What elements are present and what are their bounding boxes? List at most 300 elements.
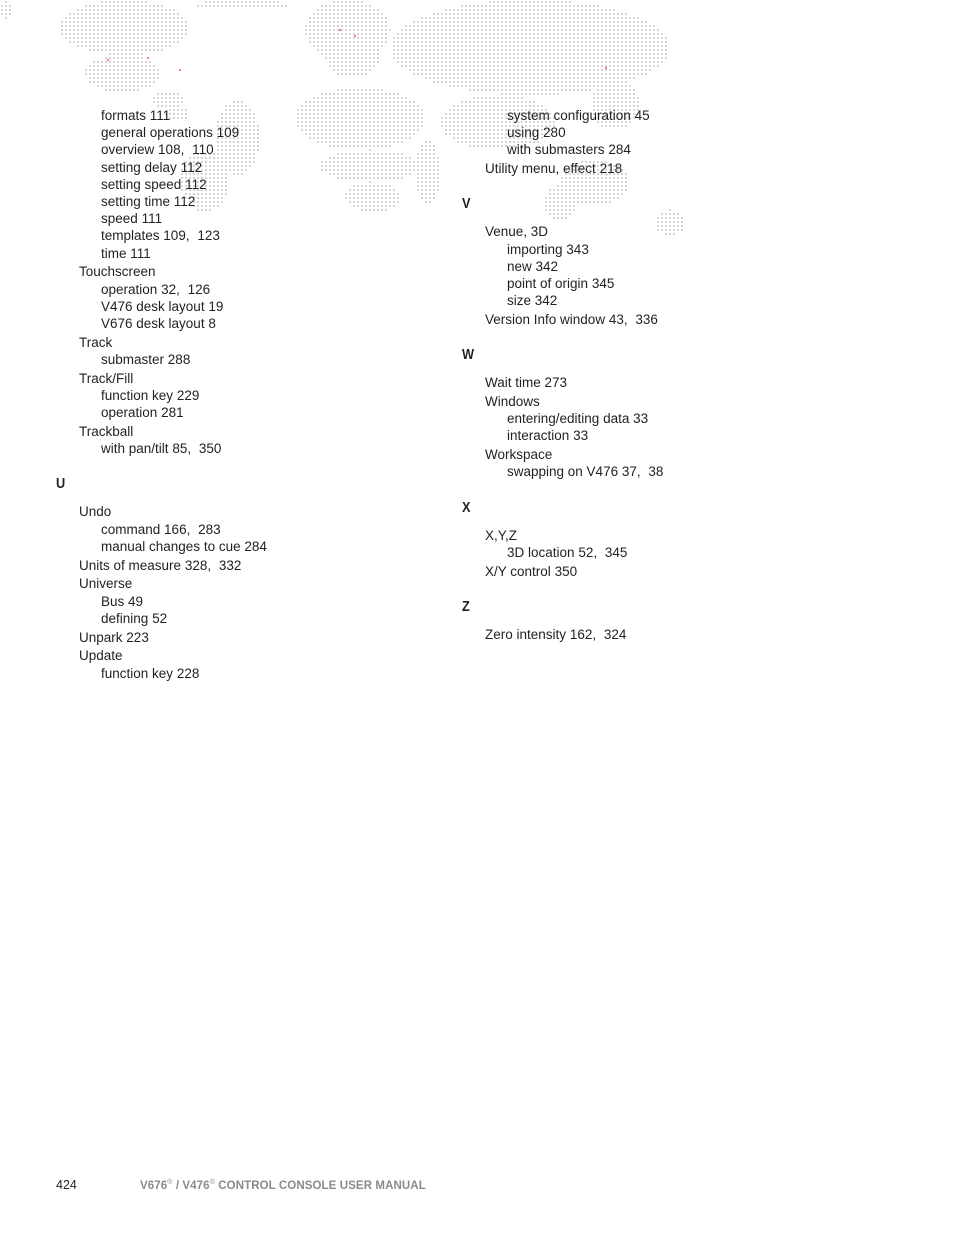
map-dot: [129, 81, 131, 83]
map-dot: [541, 9, 543, 11]
map-dot: [589, 29, 591, 31]
map-dot: [409, 69, 411, 71]
map-dot: [561, 13, 563, 15]
map-dot: [93, 65, 95, 67]
map-dot: [513, 57, 515, 59]
index-subentry: [79, 210, 479, 227]
map-dot: [373, 89, 375, 91]
map-dot: [397, 101, 399, 103]
map-dot: [237, 5, 239, 7]
index-term: submaster: [101, 352, 165, 368]
map-dot: [585, 25, 587, 27]
map-dot: [401, 101, 403, 103]
map-dot: [425, 57, 427, 59]
map-dot: [149, 69, 151, 71]
map-dot: [353, 41, 355, 43]
map-dot: [509, 21, 511, 23]
map-dot: [473, 57, 475, 59]
map-dot: [577, 89, 579, 91]
map-dot: [453, 53, 455, 55]
map-dot: [557, 37, 559, 39]
map-dot: [69, 41, 71, 43]
map-dot: [77, 33, 79, 35]
map-dot: [565, 25, 567, 27]
map-dot: [89, 49, 91, 51]
map-dot: [385, 33, 387, 35]
map-dot: [137, 33, 139, 35]
map-dot: [121, 85, 123, 87]
map-dot: [429, 57, 431, 59]
map-dot: [557, 17, 559, 19]
map-dot: [117, 73, 119, 75]
map-dot: [573, 5, 575, 7]
index-term: defining: [101, 610, 149, 626]
map-dot: [341, 9, 343, 11]
map-dot: [609, 73, 611, 75]
index-page-refs: 111: [149, 108, 171, 123]
map-dot: [617, 65, 619, 67]
map-dot: [133, 73, 135, 75]
map-dot: [377, 101, 379, 103]
map-dot: [317, 9, 319, 11]
map-dot: [129, 1, 131, 3]
map-dot: [457, 57, 459, 59]
map-dot: [621, 93, 623, 95]
map-dot: [525, 89, 527, 91]
map-dot: [505, 13, 507, 15]
map-dot: [505, 85, 507, 87]
map-dot: [369, 97, 371, 99]
map-dot: [629, 37, 631, 39]
map-dot: [381, 97, 383, 99]
map-dot: [329, 41, 331, 43]
map-dot: [485, 45, 487, 47]
map-dot: [509, 89, 511, 91]
map-dot: [433, 61, 435, 63]
map-dot: [133, 57, 135, 59]
map-dot: [457, 21, 459, 23]
map-dot: [573, 89, 575, 91]
map-dot: [129, 85, 131, 87]
map-dot: [461, 17, 463, 19]
map-dot: [545, 73, 547, 75]
map-dot: [537, 81, 539, 83]
map-dot: [477, 21, 479, 23]
map-dot: [321, 97, 323, 99]
map-dot: [481, 53, 483, 55]
map-dot: [609, 37, 611, 39]
map-dot: [157, 45, 159, 47]
map-dot: [377, 61, 379, 63]
map-dot: [525, 61, 527, 63]
map-dot: [633, 77, 635, 79]
map-dot: [469, 9, 471, 11]
map-dot: [489, 29, 491, 31]
map-dot: [365, 29, 367, 31]
map-dot: [97, 81, 99, 83]
map-dot: [97, 45, 99, 47]
map-dot: [561, 21, 563, 23]
map-dot: [461, 5, 463, 7]
map-dot: [549, 85, 551, 87]
map-dot: [349, 17, 351, 19]
map-dot: [361, 17, 363, 19]
map-dot: [557, 13, 559, 15]
map-dot: [473, 45, 475, 47]
map-dot: [501, 33, 503, 35]
map-dot: [585, 21, 587, 23]
map-dot: [417, 61, 419, 63]
map-dot: [345, 57, 347, 59]
map-dot: [481, 113, 483, 115]
map-dot: [497, 41, 499, 43]
map-dot: [649, 69, 651, 71]
map-dot: [505, 1, 507, 3]
map-dot: [417, 45, 419, 47]
map-dot: [497, 5, 499, 7]
map-dot: [397, 45, 399, 47]
map-dot: [85, 69, 87, 71]
map-dot: [349, 65, 351, 67]
map-dot: [449, 41, 451, 43]
map-dot: [321, 25, 323, 27]
map-dot: [541, 37, 543, 39]
map-dot: [533, 13, 535, 15]
map-dot: [93, 81, 95, 83]
map-dot: [613, 101, 615, 103]
map-dot: [377, 89, 379, 91]
map-dot: [593, 81, 595, 83]
map-dot: [481, 9, 483, 11]
map-accent-dot: [354, 35, 356, 37]
map-dot: [501, 53, 503, 55]
map-dot: [437, 81, 439, 83]
map-dot: [493, 9, 495, 11]
index-entry: [485, 160, 885, 177]
map-dot: [133, 49, 135, 51]
map-dot: [125, 25, 127, 27]
index-entry: [79, 647, 479, 664]
map-dot: [545, 21, 547, 23]
index-page-refs: 109, 123: [163, 228, 220, 244]
map-dot: [161, 93, 163, 95]
map-dot: [113, 5, 115, 7]
map-dot: [401, 49, 403, 51]
map-dot: [181, 97, 183, 99]
map-dot: [509, 1, 511, 3]
map-dot: [357, 45, 359, 47]
map-dot: [309, 41, 311, 43]
map-dot: [153, 17, 155, 19]
map-dot: [361, 61, 363, 63]
map-dot: [585, 49, 587, 51]
map-dot: [177, 97, 179, 99]
map-dot: [85, 29, 87, 31]
map-dot: [561, 49, 563, 51]
map-dot: [597, 93, 599, 95]
map-dot: [553, 77, 555, 79]
map-dot: [357, 9, 359, 11]
map-dot: [509, 37, 511, 39]
map-dot: [149, 81, 151, 83]
map-dot: [489, 57, 491, 59]
map-dot: [585, 65, 587, 67]
map-dot: [445, 37, 447, 39]
map-dot: [341, 61, 343, 63]
map-dot: [89, 77, 91, 79]
map-dot: [437, 21, 439, 23]
map-dot: [85, 25, 87, 27]
map-dot: [525, 85, 527, 87]
manual-title: [140, 1180, 426, 1192]
map-dot: [497, 33, 499, 35]
map-dot: [93, 77, 95, 79]
map-dot: [529, 53, 531, 55]
map-dot: [489, 1, 491, 3]
map-dot: [397, 49, 399, 51]
map-dot: [77, 9, 79, 11]
map-dot: [589, 9, 591, 11]
map-dot: [549, 49, 551, 51]
map-dot: [661, 49, 663, 51]
map-dot: [333, 41, 335, 43]
map-dot: [521, 5, 523, 7]
map-dot: [353, 49, 355, 51]
map-dot: [405, 49, 407, 51]
map-dot: [117, 13, 119, 15]
map-dot: [525, 33, 527, 35]
map-dot: [489, 69, 491, 71]
map-dot: [121, 45, 123, 47]
map-dot: [157, 101, 159, 103]
map-dot: [493, 85, 495, 87]
map-dot: [133, 21, 135, 23]
map-dot: [445, 9, 447, 11]
map-dot: [621, 17, 623, 19]
map-dot: [81, 37, 83, 39]
map-dot: [69, 21, 71, 23]
map-dot: [133, 53, 135, 55]
manual-title-part: V676: [140, 1180, 168, 1192]
map-dot: [109, 17, 111, 19]
map-dot: [101, 41, 103, 43]
map-dot: [129, 77, 131, 79]
map-dot: [605, 21, 607, 23]
map-dot: [185, 25, 187, 27]
map-dot: [621, 101, 623, 103]
map-dot: [529, 73, 531, 75]
map-dot: [553, 25, 555, 27]
map-dot: [601, 53, 603, 55]
map-dot: [349, 53, 351, 55]
map-dot: [573, 73, 575, 75]
map-dot: [377, 53, 379, 55]
map-dot: [581, 5, 583, 7]
map-dot: [9, 9, 11, 11]
map-dot: [105, 61, 107, 63]
map-dot: [625, 101, 627, 103]
map-dot: [641, 41, 643, 43]
map-dot: [577, 9, 579, 11]
map-dot: [125, 53, 127, 55]
map-dot: [601, 89, 603, 91]
map-dot: [353, 37, 355, 39]
map-dot: [109, 73, 111, 75]
map-dot: [485, 37, 487, 39]
map-accent-dot: [605, 67, 607, 69]
map-dot: [137, 69, 139, 71]
map-dot: [573, 45, 575, 47]
index-page-refs: 229: [176, 388, 200, 404]
index-term: templates: [101, 228, 160, 244]
map-dot: [605, 37, 607, 39]
map-dot: [145, 37, 147, 39]
map-dot: [357, 69, 359, 71]
map-dot: [65, 37, 67, 39]
map-dot: [493, 29, 495, 31]
map-dot: [537, 49, 539, 51]
map-dot: [629, 93, 631, 95]
map-dot: [133, 69, 135, 71]
map-dot: [489, 21, 491, 23]
map-dot: [109, 5, 111, 7]
index-subentry: [79, 124, 479, 141]
map-dot: [105, 45, 107, 47]
map-dot: [505, 53, 507, 55]
map-dot: [505, 93, 507, 95]
map-dot: [109, 25, 111, 27]
map-dot: [369, 65, 371, 67]
map-dot: [441, 37, 443, 39]
index-term: Venue, 3D: [485, 224, 549, 240]
map-dot: [553, 41, 555, 43]
map-dot: [445, 41, 447, 43]
map-dot: [497, 45, 499, 47]
map-dot: [345, 5, 347, 7]
map-dot: [633, 73, 635, 75]
map-dot: [417, 53, 419, 55]
index-subentry: [79, 387, 479, 404]
map-dot: [489, 49, 491, 51]
map-dot: [321, 29, 323, 31]
map-dot: [113, 81, 115, 83]
map-dot: [245, 1, 247, 3]
map-dot: [477, 37, 479, 39]
map-dot: [625, 17, 627, 19]
map-dot: [341, 33, 343, 35]
map-dot: [357, 5, 359, 7]
map-dot: [517, 1, 519, 3]
map-dot: [313, 37, 315, 39]
map-dot: [645, 69, 647, 71]
map-dot: [357, 41, 359, 43]
map-dot: [81, 45, 83, 47]
map-dot: [445, 53, 447, 55]
map-dot: [165, 9, 167, 11]
map-dot: [101, 61, 103, 63]
map-dot: [641, 49, 643, 51]
map-dot: [437, 61, 439, 63]
map-dot: [425, 77, 427, 79]
map-dot: [605, 41, 607, 43]
map-dot: [133, 25, 135, 27]
map-dot: [573, 81, 575, 83]
map-dot: [501, 41, 503, 43]
map-dot: [381, 21, 383, 23]
map-dot: [621, 37, 623, 39]
map-dot: [145, 41, 147, 43]
map-dot: [145, 61, 147, 63]
map-dot: [549, 17, 551, 19]
map-dot: [105, 5, 107, 7]
map-dot: [465, 73, 467, 75]
index-subentry: [79, 593, 479, 610]
map-dot: [497, 61, 499, 63]
map-dot: [593, 41, 595, 43]
map-dot: [557, 53, 559, 55]
map-dot: [497, 13, 499, 15]
map-dot: [129, 13, 131, 15]
map-dot: [569, 17, 571, 19]
map-dot: [617, 37, 619, 39]
map-dot: [605, 29, 607, 31]
map-dot: [69, 13, 71, 15]
index-term: Workspace: [485, 447, 553, 463]
map-dot: [529, 37, 531, 39]
map-dot: [433, 81, 435, 83]
map-dot: [173, 21, 175, 23]
map-dot: [397, 97, 399, 99]
map-dot: [517, 9, 519, 11]
map-dot: [369, 21, 371, 23]
map-dot: [361, 33, 363, 35]
map-dot: [629, 77, 631, 79]
map-dot: [589, 17, 591, 19]
map-dot: [481, 137, 483, 139]
map-dot: [457, 65, 459, 67]
map-dot: [125, 61, 127, 63]
map-dot: [461, 65, 463, 67]
map-dot: [565, 45, 567, 47]
map-dot: [485, 97, 487, 99]
map-dot: [533, 41, 535, 43]
map-dot: [405, 101, 407, 103]
map-dot: [453, 65, 455, 67]
map-dot: [117, 41, 119, 43]
map-dot: [413, 61, 415, 63]
map-dot: [509, 17, 511, 19]
map-dot: [545, 5, 547, 7]
map-dot: [405, 65, 407, 67]
map-dot: [417, 33, 419, 35]
map-dot: [305, 25, 307, 27]
map-dot: [129, 37, 131, 39]
index-subentry: [79, 193, 479, 210]
map-dot: [665, 53, 667, 55]
map-dot: [373, 97, 375, 99]
map-dot: [509, 77, 511, 79]
map-dot: [337, 1, 339, 3]
map-dot: [365, 93, 367, 95]
map-dot: [565, 41, 567, 43]
map-dot: [473, 25, 475, 27]
map-dot: [349, 89, 351, 91]
map-dot: [517, 17, 519, 19]
map-dot: [493, 61, 495, 63]
map-dot: [141, 45, 143, 47]
map-dot: [433, 49, 435, 51]
map-dot: [609, 61, 611, 63]
